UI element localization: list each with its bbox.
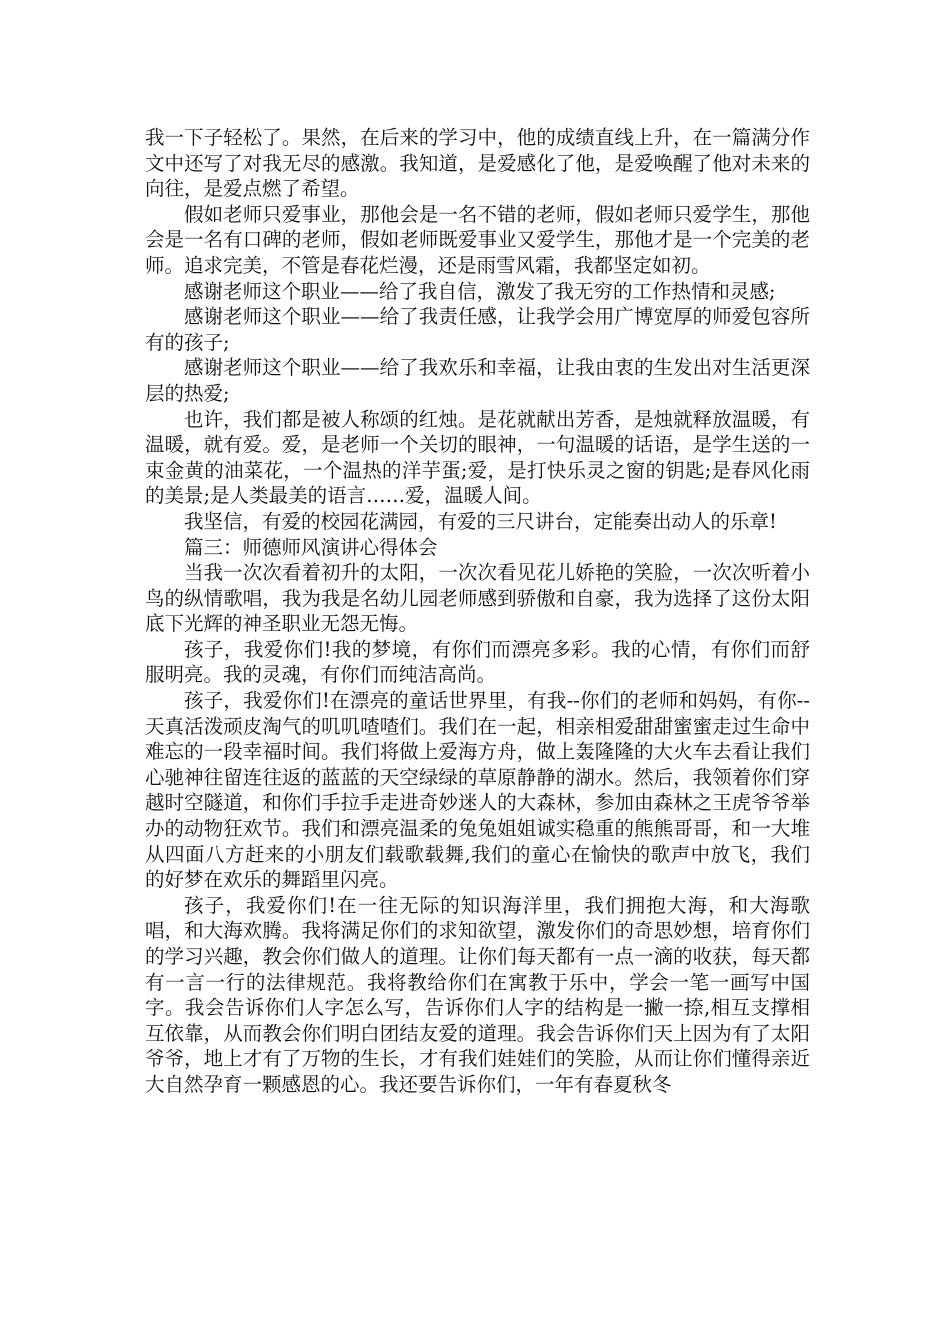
paragraph-7: 我坚信，有爱的校园花满园，有爱的三尺讲台，定能奏出动人的乐章! [184,509,777,533]
paragraph-1: 我一下子轻松了。果然，在后来的学习中，他的成绩直线上升，在一篇满分作文中还写了对我无尽的感激。我知道，是爱感化了他，是爱唤醒了他对未来的向往，是爱点燃了希望。 [145,126,810,201]
paragraph-2: 假如老师只爱事业，那他会是一名不错的老师，假如老师只爱学生，那他会是一名有口碑的老师，假如老师既爱事业又爱学生，那他才是一个完美的老师。追求完美，不管是春花烂漫，还是雨雪风霜，我都坚定如初。 [145,202,810,277]
paragraph-4: 感谢老师这个职业——给了我责任感，让我学会用广博宽厚的师爱包容所有的孩子; [145,305,810,354]
paragraph-5: 感谢老师这个职业——给了我欢乐和幸福，让我由衷的生发出对生活更深层的热爱; [145,356,810,405]
document-body [145,125,810,1098]
paragraph-10: 孩子，我爱你们!我的梦境，有你们而漂亮多彩。我的心情，有你们而舒服明亮。我的灵魂，有你们而纯洁高尚。 [145,637,810,687]
paragraph-11: 孩子，我爱你们!在漂亮的童话世界里，有我--你们的老师和妈妈，有你--天真活泼顽皮淘气的叽叽喳喳们。我们在一起，相亲相爱甜甜蜜蜜走过生命中难忘的一段幸福时间。我们将做上爱海方舟，做上轰隆隆的大火车去看让我们心驰神往留连往返的蓝蓝的天空绿绿的草原静静的湖水。然后，我领着你们穿越时空隧道，和你们手拉手走进奇妙迷人的大森林，参加由森林之王虎爷爷举办的动物狂欢节。我们和漂亮温柔的兔兔姐姐诚实稳重的熊熊哥哥，和一大堆从四面八方赶来的小朋友们载歌载舞,我们的童心在愉快的歌声中放飞，我们的好梦在欢乐的舞蹈里闪亮。 [145,689,810,892]
paragraph-3: 感谢老师这个职业——给了我自信，激发了我无穷的工作热情和灵感; [184,279,776,303]
paragraph-12: 孩子，我爱你们!在一往无际的知识海洋里，我们拥抱大海，和大海歌唱，和大海欢腾。我将满足你们的求知欲望，激发你们的奇思妙想，培育你们的学习兴趣，教会你们做人的道理。让你们每天都有一点一滴的收获，每天都有一言一行的法律规范。我将教给你们在寓教于乐中，学会一笔一画写中国字。我会告诉你们人字怎么写，告诉你们人字的结构是一撇一捺,相互支撑相互依靠，从而教会你们明白团结友爱的道理。我会告诉你们天上因为有了太阳爷爷，地上才有了万物的生长，才有我们娃娃们的笑脸，从而让你们懂得亲近大自然孕育一颗感恩的心。我还要告诉你们，一年有春夏秋冬 [145,893,810,1096]
paragraph-6: 也许，我们都是被人称颂的红烛。是花就献出芳香，是烛就释放温暖，有温暖，就有爱。爱，是老师一个关切的眼神，一句温暖的话语，是学生送的一束金黄的油菜花，一个温热的洋芋蛋;爱，是打快乐灵之窗的钥匙;是春风化雨的美景;是人类最美的语言……爱，温暖人间。 [145,407,810,508]
section-heading: 篇三：师德师风演讲心得体会 [184,535,438,559]
paragraph-9: 当我一次次看着初升的太阳，一次次看见花儿娇艳的笑脸，一次次听着小鸟的纵情歌唱，我为我是名幼儿园老师感到骄傲和自豪，我为选择了这份太阳底下光辉的神圣职业无怨无悔。 [145,561,810,636]
